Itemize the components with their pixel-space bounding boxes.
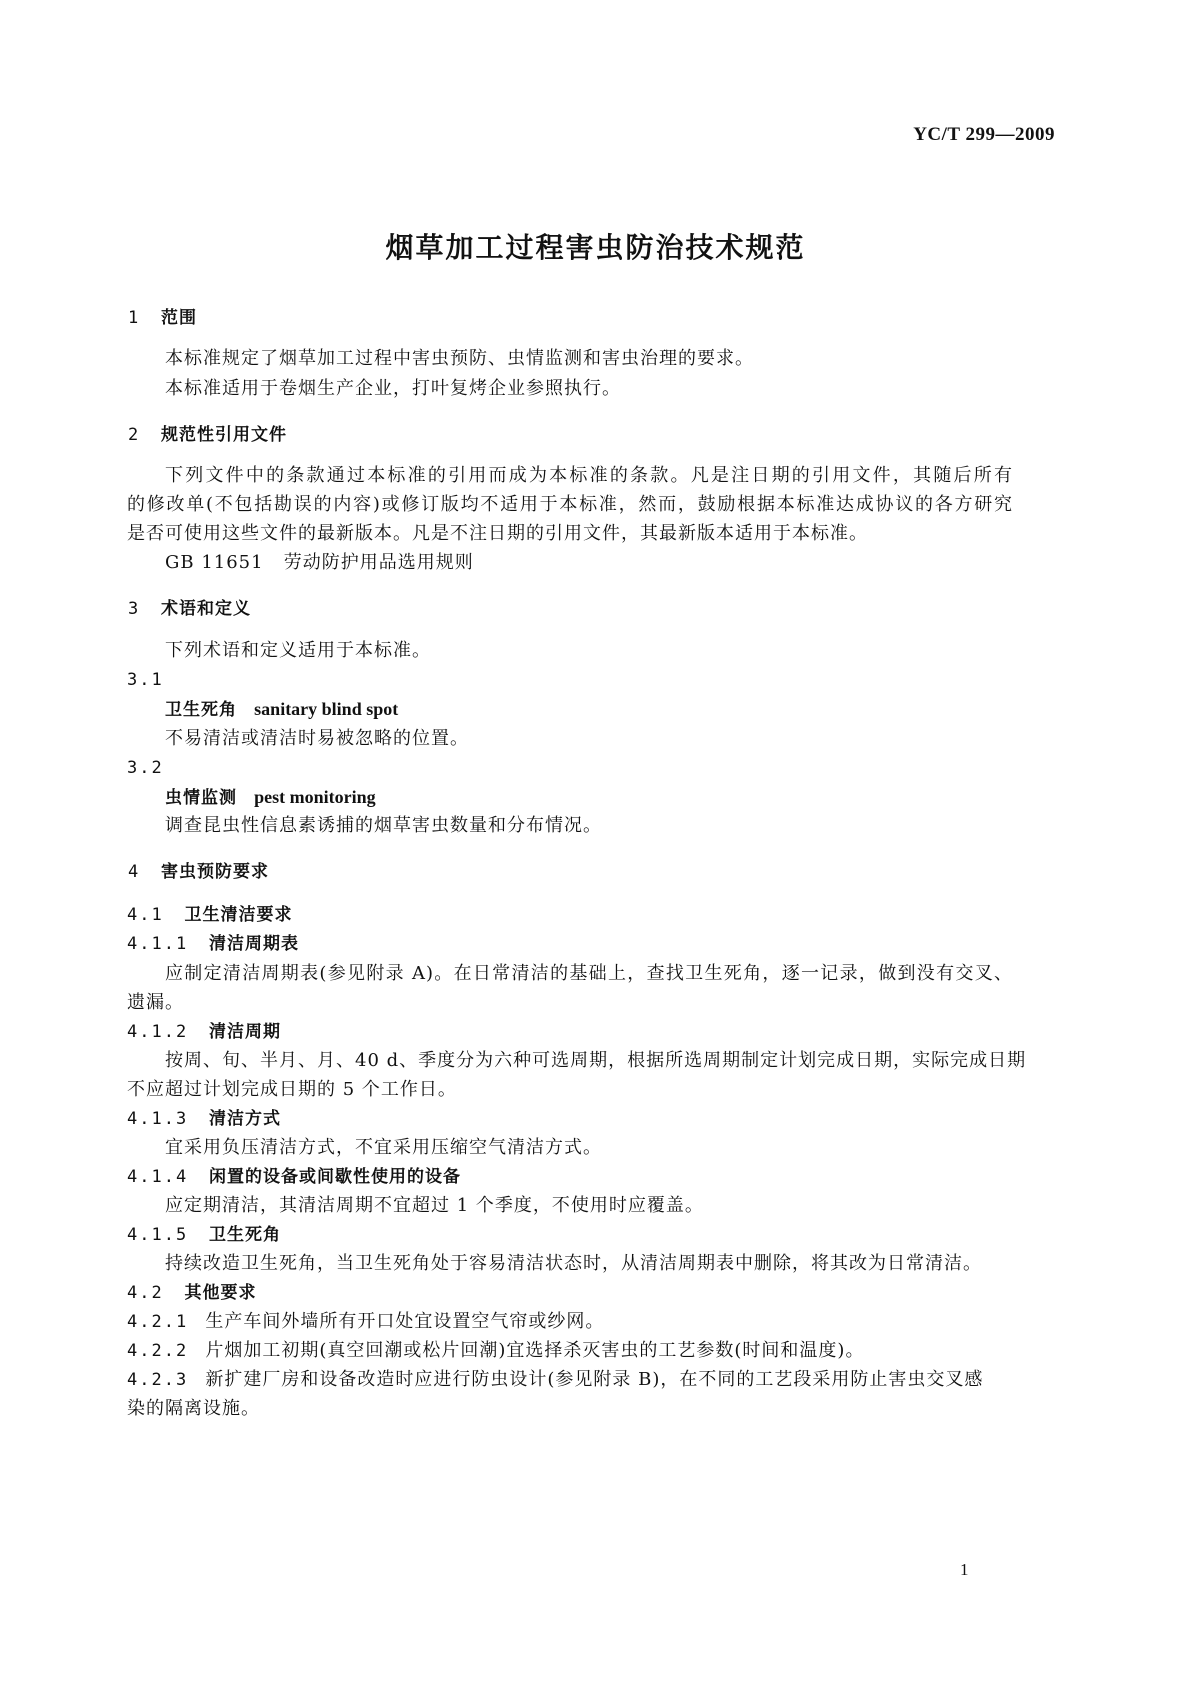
standard-code: YC/T 299—2009	[913, 124, 1055, 145]
clause-item	[127, 1310, 604, 1334]
section-2-heading	[128, 423, 287, 447]
section-number: 3	[128, 599, 141, 619]
term-number: 3.2	[127, 758, 164, 778]
clause-text: 新扩建厂房和设备改造时应进行防虫设计(参见附录 B)，在不同的工艺段采用防止害虫交叉感	[205, 1369, 984, 1390]
term-zh: 虫情监测	[165, 788, 237, 808]
clause-item	[127, 1339, 864, 1363]
page-number: 1	[960, 1560, 969, 1579]
term-zh: 卫生死角	[165, 700, 237, 720]
term-en: pest monitoring	[254, 787, 376, 807]
paragraph: 下列术语和定义适用于本标准。	[165, 640, 431, 661]
clause-number: 4.2.1	[127, 1312, 189, 1332]
paragraph-line: 染的隔离设施。	[127, 1398, 260, 1419]
subsection-heading: 4.1 卫生清洁要求	[127, 905, 293, 925]
section-number: 1	[128, 308, 141, 328]
clause-heading: 4.1.5 卫生死角	[127, 1225, 281, 1245]
reference-title: 劳动防护用品选用规则	[283, 552, 474, 573]
term-number: 3.1	[127, 670, 164, 690]
paragraph-line: 持续改造卫生死角，当卫生死角处于容易清洁状态时，从清洁周期表中删除，将其改为日常清洁。	[165, 1253, 982, 1274]
paragraph-line: 下列文件中的条款通过本标准的引用而成为本标准的条款。凡是注日期的引用文件，其随后所有	[165, 465, 1013, 486]
paragraph-line: 按周、旬、半月、月、40 d、季度分为六种可选周期，根据所选周期制定计划完成日期，实际完成日期	[165, 1050, 1027, 1071]
subsection-heading: 4.2 其他要求	[127, 1283, 257, 1303]
clause-item	[127, 1368, 983, 1392]
section-number: 4	[128, 862, 141, 882]
document-title: 烟草加工过程害虫防治技术规范	[385, 231, 806, 264]
paragraph-line: 应制定清洁周期表(参见附录 A)。在日常清洁的基础上，查找卫生死角，逐一记录，做到没有交叉、	[165, 963, 1013, 984]
section-3-heading	[128, 597, 251, 621]
term-heading	[165, 697, 398, 722]
clause-number: 4.2.3	[127, 1370, 189, 1390]
clause-heading: 4.1.4 闲置的设备或间歇性使用的设备	[127, 1167, 461, 1187]
reference-code: GB 11651	[165, 552, 264, 573]
section-title: 范围	[161, 308, 198, 328]
paragraph: 本标准规定了烟草加工过程中害虫预防、虫情监测和害虫治理的要求。	[165, 348, 754, 369]
section-number: 2	[128, 425, 141, 445]
term-definition: 调查昆虫性信息素诱捕的烟草害虫数量和分布情况。	[165, 815, 602, 836]
paragraph: 本标准适用于卷烟生产企业，打叶复烤企业参照执行。	[165, 378, 621, 399]
section-title: 规范性引用文件	[161, 425, 288, 445]
paragraph-line: 宜采用负压清洁方式，不宜采用压缩空气清洁方式。	[165, 1137, 602, 1158]
clause-heading: 4.1.1 清洁周期表	[127, 934, 299, 954]
term-definition: 不易清洁或清洁时易被忽略的位置。	[165, 728, 469, 749]
paragraph-line: 应定期清洁，其清洁周期不宜超过 1 个季度，不使用时应覆盖。	[165, 1195, 704, 1216]
paragraph-line: 遗漏。	[127, 992, 184, 1013]
clause-number: 4.2.2	[127, 1341, 189, 1361]
clause-heading: 4.1.2 清洁周期	[127, 1022, 281, 1042]
section-title: 术语和定义	[161, 599, 252, 619]
paragraph-line: 是否可使用这些文件的最新版本。凡是不注日期的引用文件，其最新版本适用于本标准。	[127, 523, 868, 544]
clause-heading: 4.1.3 清洁方式	[127, 1109, 281, 1129]
term-en: sanitary blind spot	[254, 699, 399, 719]
clause-text: 生产车间外墙所有开口处宜设置空气帘或纱网。	[205, 1311, 605, 1332]
paragraph-line: 不应超过计划完成日期的 5 个工作日。	[127, 1079, 457, 1100]
clause-text: 片烟加工初期(真空回潮或松片回潮)宜选择杀灭害虫的工艺参数(时间和温度)。	[205, 1340, 865, 1361]
section-4-heading	[128, 860, 269, 884]
section-1-heading	[128, 306, 197, 330]
term-heading	[165, 785, 376, 810]
paragraph-line: 的修改单(不包括勘误的内容)或修订版均不适用于本标准，然而，鼓励根据本标准达成协议的各方研究	[127, 494, 1013, 515]
section-title: 害虫预防要求	[161, 862, 270, 882]
normative-reference	[165, 551, 474, 575]
